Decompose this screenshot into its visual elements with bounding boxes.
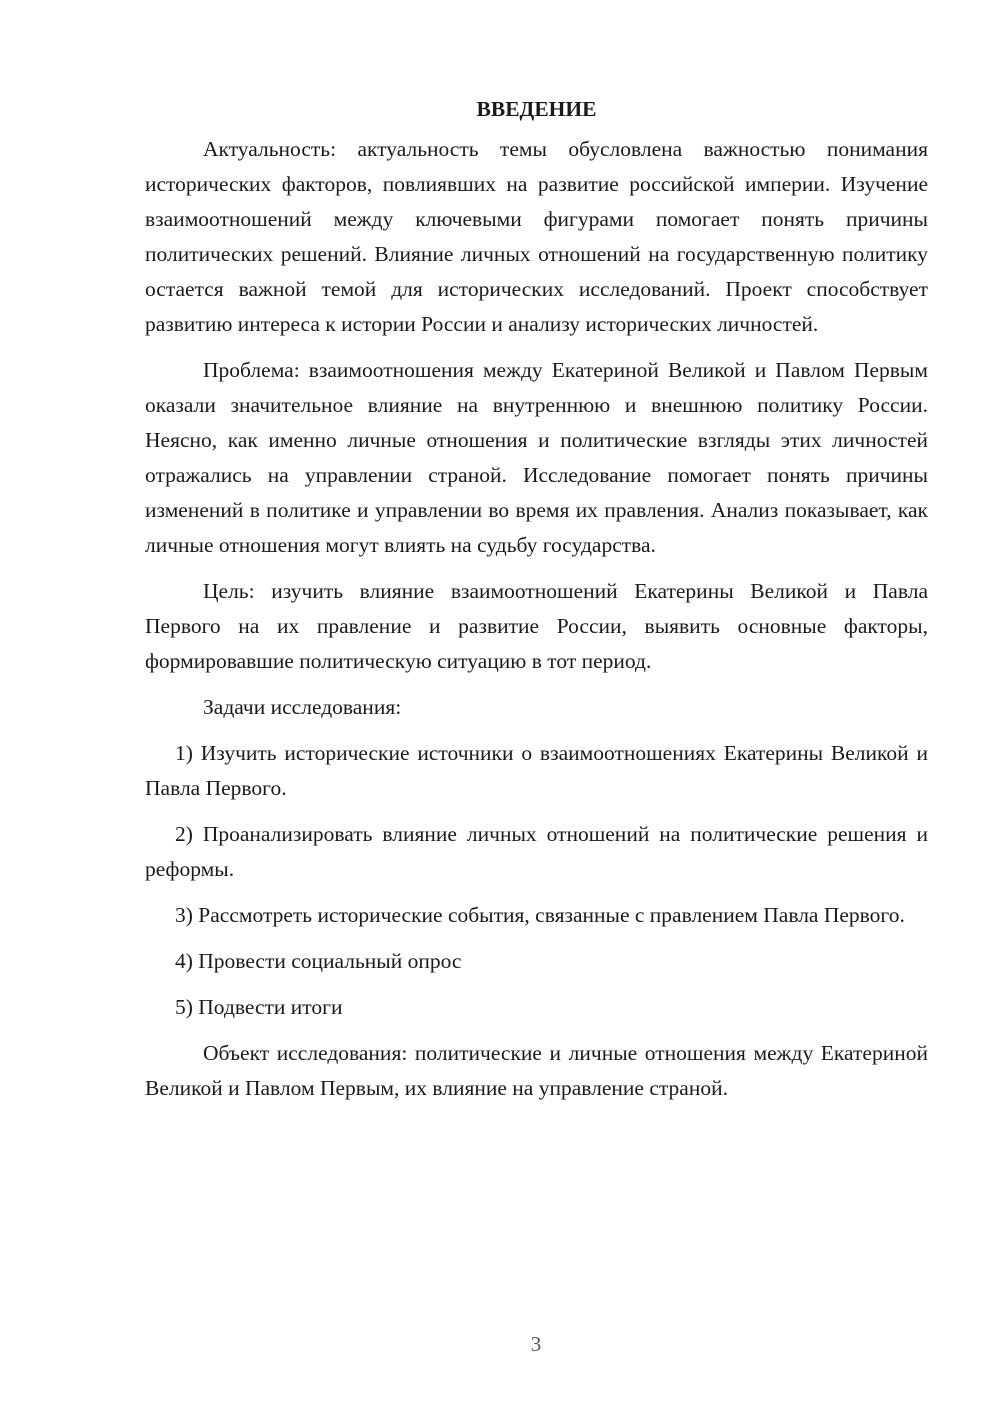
task-item-4: 4) Провести социальный опрос	[175, 949, 462, 973]
problem-paragraph: Проблема: взаимоотношения между Екатериной Великой и Павлом Первым оказали значительное влияние на внутреннюю и внешнюю политику России. Неясно, как именно личные отношения и политические взгляды этих личностей отражались на управлении страной. Исследование помогает понять причины изменений в политике и управлении во время их правления. Анализ показывает, как личные отношения могут влиять на судьбу государства.	[145, 358, 928, 557]
task-item-3: 3) Рассмотреть исторические события, связанные с правлением Павла Первого.	[175, 903, 905, 927]
document-body	[145, 92, 928, 1117]
section-heading: ВВЕДЕНИЕ	[476, 97, 597, 121]
tasks-intro: Задачи исследования:	[203, 695, 402, 719]
page-number: 3	[530, 1332, 542, 1356]
task-item-5: 5) Подвести итоги	[175, 995, 343, 1019]
task-item-1: 1) Изучить исторические источники о взаимоотношениях Екатерины Великой и Павла Первого.	[145, 741, 928, 800]
task-item-2: 2) Проанализировать влияние личных отношений на политические решения и реформы.	[145, 822, 928, 881]
relevance-paragraph: Актуальность: актуальность темы обусловлена важностью понимания исторических факторов, повлиявших на развитие российской империи. Изучение взаимоотношений между ключевыми фигурами помогает понять причины политических решений. Влияние личных отношений на государственную политику остается важной темой для исторических исследований. Проект способствует развитию интереса к истории России и анализу исторических личностей.	[145, 137, 928, 336]
goal-paragraph: Цель: изучить влияние взаимоотношений Екатерины Великой и Павла Первого на их правление и развитие России, выявить основные факторы, формировавшие политическую ситуацию в тот период.	[145, 579, 928, 673]
object-paragraph: Объект исследования: политические и личные отношения между Екатериной Великой и Павлом Первым, их влияние на управление страной.	[145, 1041, 928, 1100]
